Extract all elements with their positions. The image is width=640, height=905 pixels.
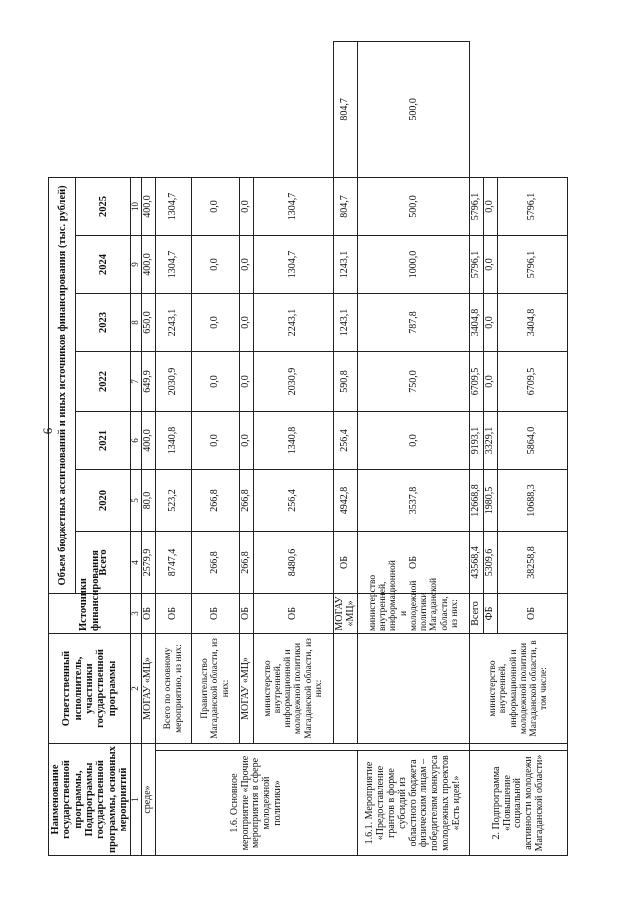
value-cell: 1980,5 — [484, 469, 498, 531]
header-year: 2025 — [76, 177, 131, 235]
value-cell: 256,4 — [333, 411, 358, 469]
value-cell: 523,2 — [156, 469, 192, 531]
value-cell: 1304,7 — [156, 177, 192, 235]
value-cell: 266,8 — [240, 469, 254, 531]
column-number: 9 — [131, 235, 142, 293]
value-cell: 10688,3 — [498, 469, 568, 531]
value-cell: 5309,6 — [484, 531, 498, 593]
value-cell: 2243,1 — [253, 293, 333, 351]
column-number: 10 — [131, 177, 142, 235]
row-source: ОБ — [192, 593, 240, 633]
value-cell: 0,0 — [192, 293, 240, 351]
financing-table — [48, 41, 568, 856]
row-executor: Всего по основному мероприятию, из них: — [156, 633, 192, 743]
value-cell: 804,7 — [333, 177, 358, 235]
value-cell: 0,0 — [240, 351, 254, 411]
header-year: 2022 — [76, 351, 131, 411]
row-executor: МОГАУ «МЦ» — [240, 633, 254, 743]
blank-cell — [484, 41, 498, 177]
value-cell: 5796,1 — [470, 235, 484, 293]
spacer-cell — [156, 743, 470, 750]
column-number: 4 — [131, 531, 142, 593]
row-name: 2. Подпрограмма «Повышение социальной активности молодежи Магаданской области» — [470, 751, 568, 856]
row-executor: министерство внутренней, информационной и молодежной политики Магаданской области, из них: — [358, 593, 470, 633]
row-source: ОБ — [498, 593, 568, 633]
value-cell: 1243,1 — [333, 293, 358, 351]
row-source: Всего — [470, 593, 484, 633]
value-cell: 650,0 — [142, 293, 156, 351]
value-cell: 3404,8 — [498, 293, 568, 351]
rotated-page — [48, 42, 574, 856]
value-cell: 3404,8 — [470, 293, 484, 351]
blank-cell — [192, 41, 240, 177]
column-number: 5 — [131, 469, 142, 531]
header-year: Всего — [76, 531, 131, 593]
value-cell: 1304,7 — [253, 235, 333, 293]
value-cell: 0,0 — [358, 411, 470, 469]
value-cell: 400,0 — [142, 177, 156, 235]
row-executor: министерство внутренней, информационной и молодежной политики Магаданской области, в том числе: — [470, 633, 568, 743]
value-cell: 400,0 — [142, 235, 156, 293]
value-cell: 2243,1 — [156, 293, 192, 351]
column-number-blank — [131, 41, 142, 177]
value-cell: 0,0 — [240, 293, 254, 351]
value-cell: 0,0 — [240, 235, 254, 293]
value-cell: 80,0 — [142, 469, 156, 531]
value-cell: 3329,1 — [484, 411, 498, 469]
value-cell: 8480,6 — [253, 531, 333, 593]
row-source: ОБ — [358, 531, 470, 593]
row-executor: МОГАУ «МЦ» — [333, 593, 358, 633]
header-year: 2023 — [76, 293, 131, 351]
value-cell: 0,0 — [484, 235, 498, 293]
value-cell: 787,8 — [358, 293, 470, 351]
column-number: 8 — [131, 293, 142, 351]
value-cell: 266,8 — [192, 469, 240, 531]
column-number: 7 — [131, 351, 142, 411]
value-cell: 5796,1 — [498, 235, 568, 293]
header-year: 2021 — [76, 411, 131, 469]
value-cell: 500,0 — [358, 177, 470, 235]
row-executor: МОГАУ «МЦ» — [142, 633, 156, 743]
value-cell: 6709,5 — [498, 351, 568, 411]
value-cell: 38258,8 — [498, 531, 568, 593]
header-volume: Объем бюджетных ассигнований и иных источников финансирования (тыс. рублей) — [49, 177, 76, 593]
value-cell: 1304,7 — [253, 177, 333, 235]
value-cell: 1243,1 — [333, 235, 358, 293]
value-cell: 256,4 — [253, 469, 333, 531]
row-name: среде» — [142, 743, 156, 855]
value-cell: 2030,9 — [156, 351, 192, 411]
value-cell: 0,0 — [192, 235, 240, 293]
spacer-cell — [358, 633, 470, 743]
blank-cell — [142, 41, 156, 177]
spacer-cell — [470, 743, 568, 750]
header-name: Наименование государственной программы, Подпрограммы государственной программы, основных мероприятий — [49, 743, 131, 855]
row-name: 1.6.1. Мероприятие «Предоставление грантов в форме субсидий из областного бюджета физическим лицам – победителям конкурса молодежных проектов «Есть идея!» — [358, 751, 470, 856]
column-number: 1 — [131, 743, 142, 855]
value-cell: 2030,9 — [253, 351, 333, 411]
row-source: ОБ — [253, 593, 333, 633]
value-cell: 0,0 — [192, 177, 240, 235]
row-source: ОБ — [333, 531, 358, 593]
value-cell: 0,0 — [240, 177, 254, 235]
header-year: 2020 — [76, 469, 131, 531]
blank-cell — [240, 41, 254, 177]
value-cell: 4942,8 — [333, 469, 358, 531]
value-cell: 0,0 — [192, 351, 240, 411]
row-name-empty — [333, 633, 358, 743]
value-cell: 9193,1 — [470, 411, 484, 469]
row-source: ОБ — [142, 593, 156, 633]
value-cell: 500,0 — [358, 41, 470, 177]
value-cell: 266,8 — [192, 531, 240, 593]
value-cell: 1000,0 — [358, 235, 470, 293]
value-cell: 43568,4 — [470, 531, 484, 593]
value-cell: 750,0 — [358, 351, 470, 411]
column-number: 6 — [131, 411, 142, 469]
row-source: ОБ — [156, 593, 192, 633]
header-blank — [49, 41, 131, 177]
value-cell: 400,0 — [142, 411, 156, 469]
blank-cell — [470, 41, 484, 177]
value-cell: 0,0 — [240, 411, 254, 469]
value-cell: 0,0 — [484, 177, 498, 235]
header-source: Источники финансирования — [49, 593, 131, 633]
value-cell: 0,0 — [484, 293, 498, 351]
value-cell: 5796,1 — [470, 177, 484, 235]
row-name: 1.6. Основное мероприятие «Прочие мероприятия в сфере молодежной политики» — [156, 751, 358, 856]
value-cell: 3537,8 — [358, 469, 470, 531]
header-executor: Ответственный исполнитель, участники государственной программы — [49, 633, 131, 743]
value-cell: 1340,8 — [156, 411, 192, 469]
value-cell: 590,8 — [333, 351, 358, 411]
value-cell: 649,9 — [142, 351, 156, 411]
value-cell: 2579,9 — [142, 531, 156, 593]
value-cell: 0,0 — [192, 411, 240, 469]
blank-cell — [253, 41, 333, 177]
value-cell: 266,8 — [240, 531, 254, 593]
header-year: 2024 — [76, 235, 131, 293]
value-cell: 1304,7 — [156, 235, 192, 293]
blank-cell — [156, 41, 192, 177]
row-source: ФБ — [484, 593, 498, 633]
row-executor: министерство внутренней, информационной и молодежной политики Магаданской области, из них: — [253, 633, 333, 743]
column-number: 3 — [131, 593, 142, 633]
row-executor: Правительство Магаданской области, из них: — [192, 633, 240, 743]
value-cell: 8747,4 — [156, 531, 192, 593]
page-number: 6 — [40, 427, 55, 435]
value-cell: 12668,8 — [470, 469, 484, 531]
value-cell: 0,0 — [484, 351, 498, 411]
value-cell: 5796,1 — [498, 177, 568, 235]
value-cell: 1340,8 — [253, 411, 333, 469]
value-cell: 6709,5 — [470, 351, 484, 411]
blank-cell — [498, 41, 568, 177]
column-number: 2 — [131, 633, 142, 743]
value-cell: 5864,0 — [498, 411, 568, 469]
value-cell: 804,7 — [333, 41, 358, 177]
row-source: ОБ — [240, 593, 254, 633]
